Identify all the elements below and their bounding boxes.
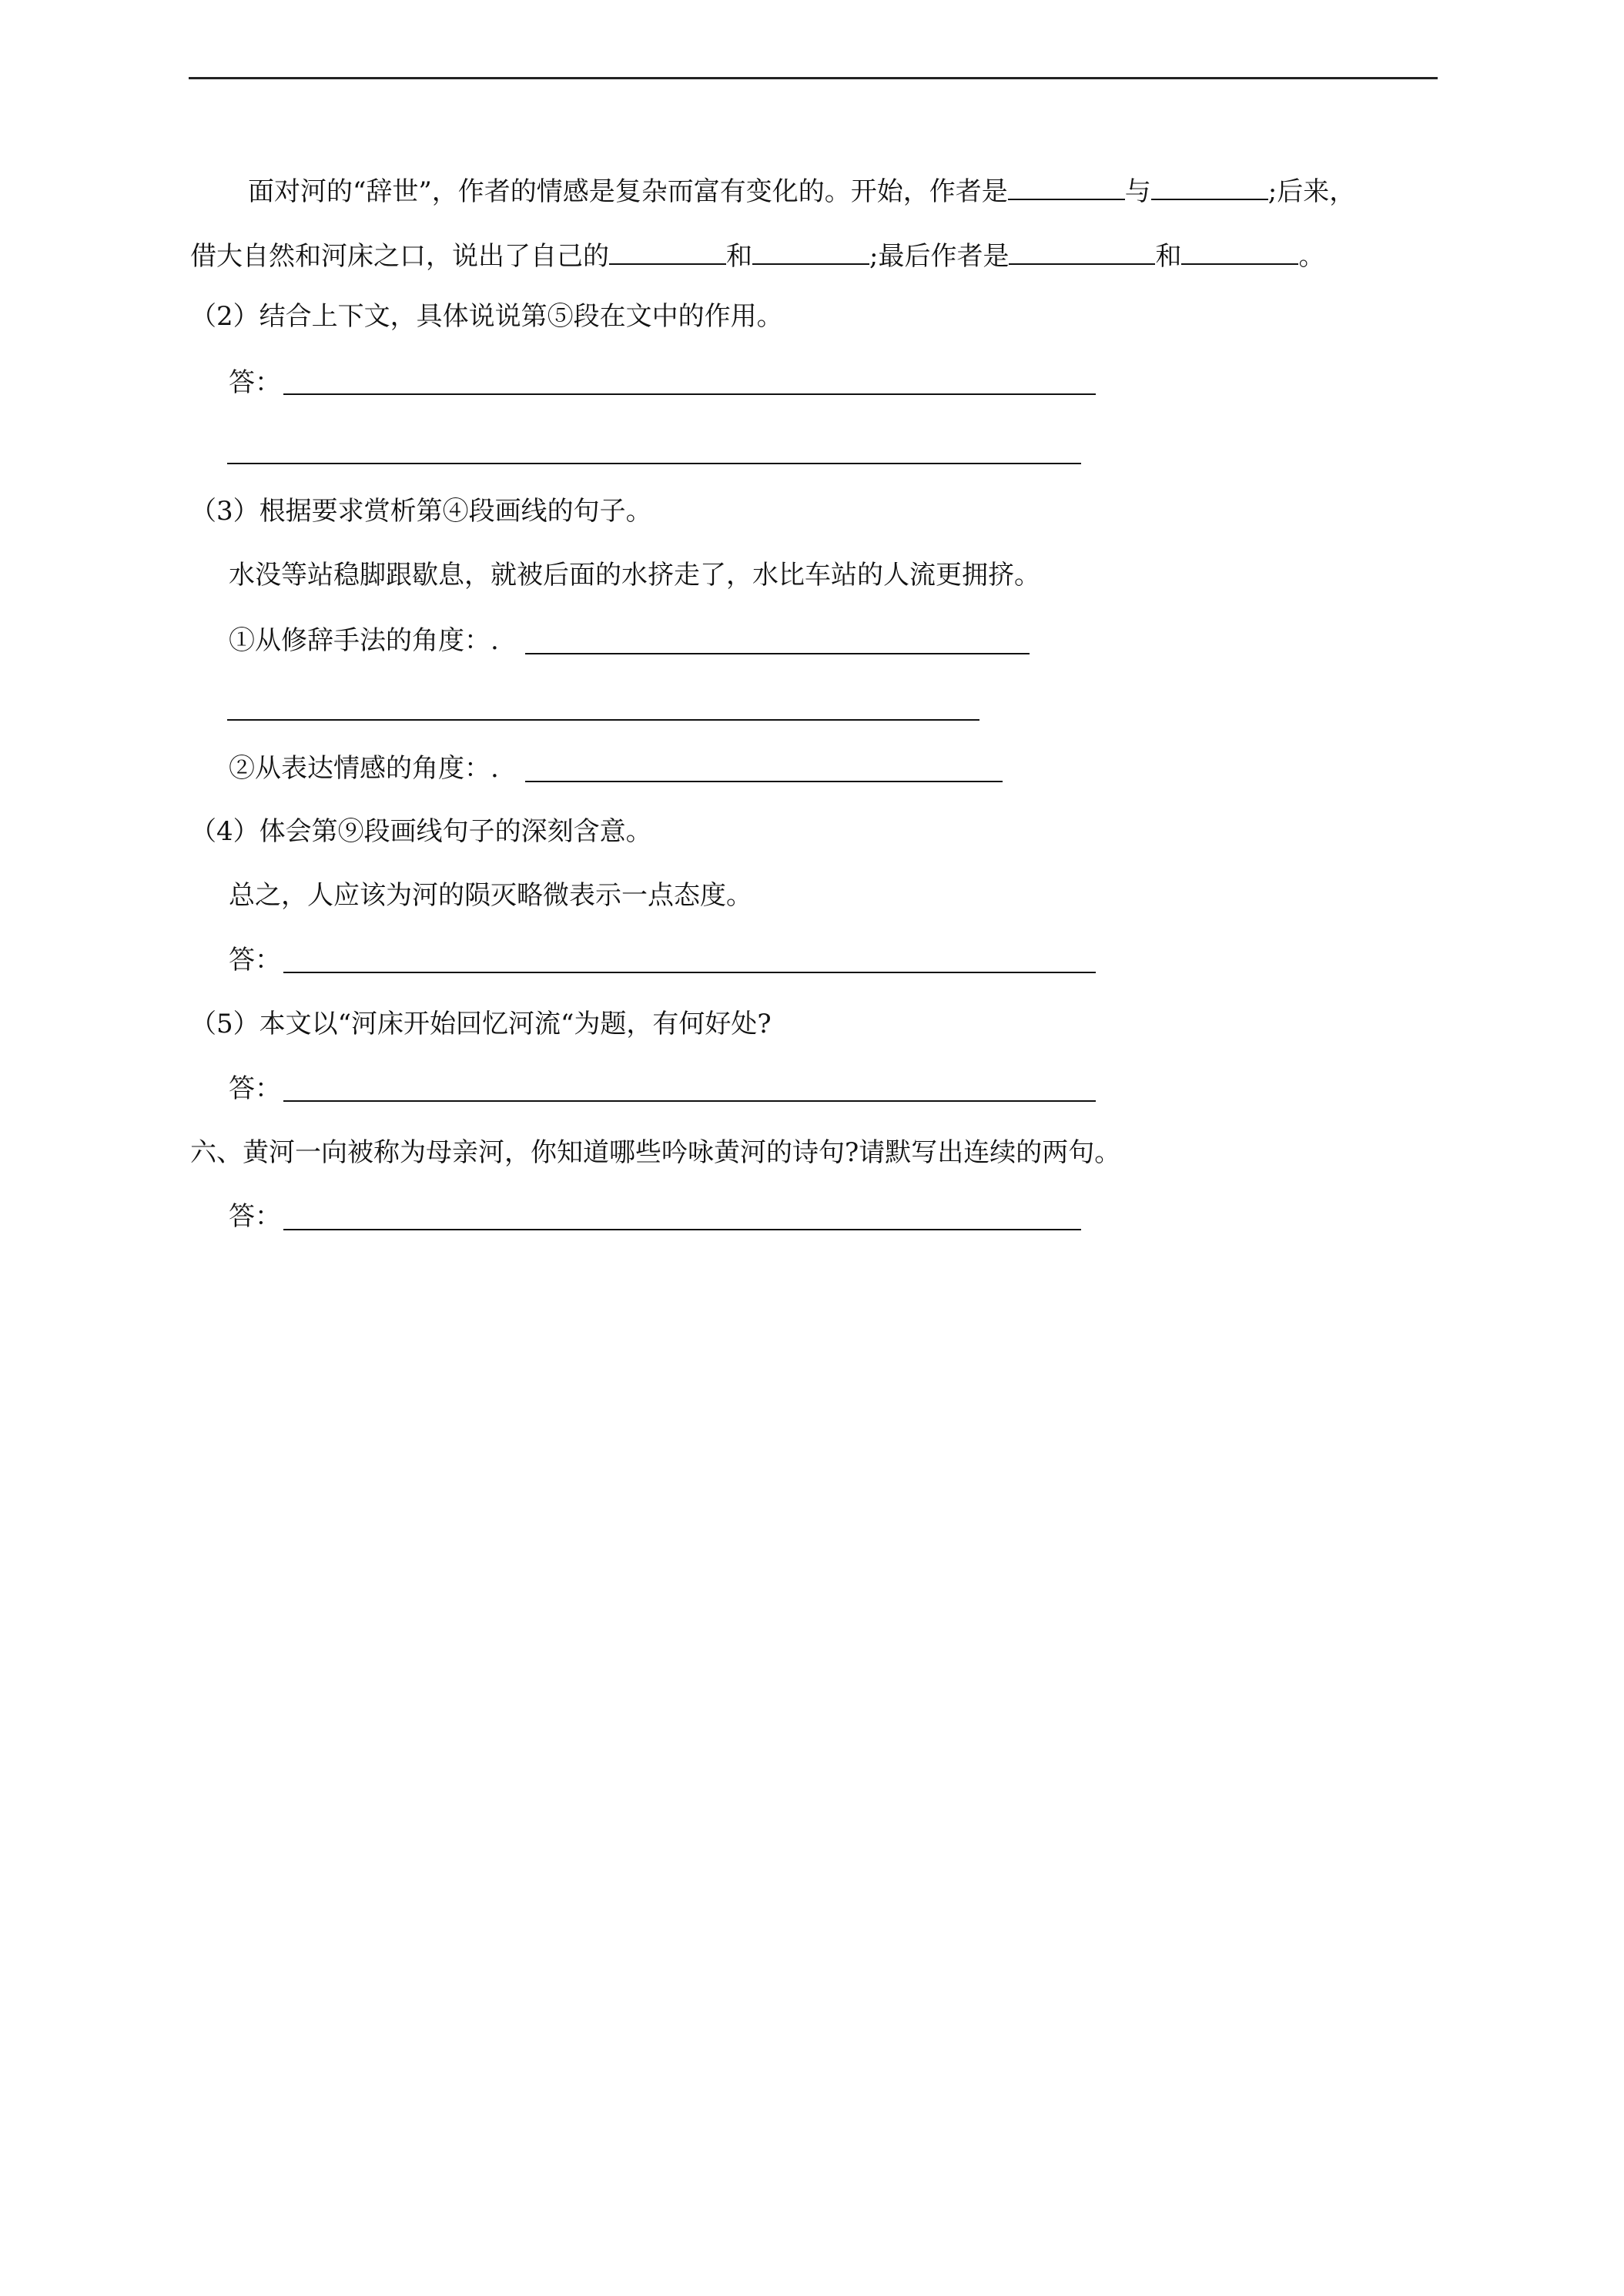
q1-line-1 — [248, 172, 1355, 209]
q2-answer-label: 答： — [229, 367, 281, 398]
q5-prompt: （5）本文以“河床开始回忆河流“为题，有何好处? — [190, 1009, 772, 1039]
q2-answer-line-1[interactable] — [283, 393, 1096, 395]
q4-answer-line[interactable] — [283, 972, 1096, 973]
q6-answer-line[interactable] — [283, 1229, 1081, 1230]
q1-blank-5[interactable] — [1009, 237, 1155, 265]
q3-sub1-answer-line-2[interactable] — [227, 719, 979, 721]
q1-blank-6[interactable] — [1181, 237, 1298, 265]
q6-prompt: 六、黄河一向被称为母亲河，你知道哪些吟咏黄河的诗句?请默写出连续的两句。 — [190, 1137, 1121, 1168]
q5-answer-label: 答： — [229, 1073, 281, 1104]
q3-sub2-answer-line[interactable] — [525, 781, 1003, 782]
q2-answer-line-2[interactable] — [227, 463, 1081, 464]
q3-quote: 水没等站稳脚跟歇息，就被后面的水挤走了，水比车站的人流更拥挤。 — [229, 560, 1040, 591]
header-rule — [189, 77, 1438, 79]
q1-line2-text-a: 借大自然和河床之口，说出了自己的 — [190, 241, 609, 272]
q2-prompt: （2）结合上下文，具体说说第⑤段在文中的作用。 — [190, 301, 783, 332]
q3-sub2-label: ②从表达情感的角度：. — [229, 753, 499, 784]
q5-answer-line[interactable] — [283, 1100, 1096, 1102]
q1-blank-3[interactable] — [609, 237, 726, 265]
q3-sub1-label: ①从修辞手法的角度：. — [229, 625, 499, 656]
q1-text-b: 与 — [1124, 176, 1151, 207]
q1-blank-4[interactable] — [752, 237, 869, 265]
q3-prompt: （3）根据要求赏析第④段画线的句子。 — [190, 496, 652, 527]
q1-blank-2[interactable] — [1151, 172, 1268, 200]
q1-line2-text-b: 和 — [726, 241, 752, 272]
q1-line2-text-c: ;最后作者是 — [869, 241, 1010, 272]
q3-sub1-answer-line-1[interactable] — [525, 653, 1030, 654]
q1-line2-text-d: 和 — [1155, 241, 1182, 272]
q1-text-a: 面对河的“辞世”，作者的情感是复杂而富有变化的。开始，作者是 — [248, 176, 1008, 207]
q6-answer-label: 答： — [229, 1201, 281, 1232]
q4-quote: 总之，人应该为河的陨灭略微表示一点态度。 — [229, 880, 752, 911]
q1-line2-text-e: 。 — [1298, 241, 1325, 272]
q1-line-2 — [190, 237, 1324, 273]
q4-prompt: （4）体会第⑨段画线句子的深刻含意。 — [190, 816, 652, 847]
q1-blank-1[interactable] — [1008, 172, 1125, 200]
q1-text-c: ;后来， — [1267, 176, 1356, 207]
q4-answer-label: 答： — [229, 945, 281, 976]
